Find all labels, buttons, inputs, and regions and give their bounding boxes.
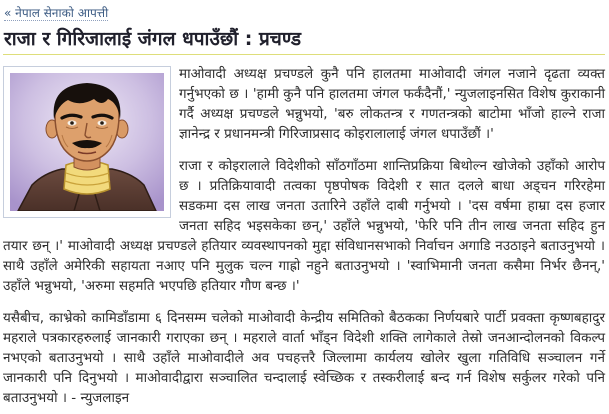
article-paragraph-3: यसैबीच, काभ्रेको कामिडाँडामा ६ दिनसम्म चलेको माओवादी केन्द्रीय समितिको बैठकका निर्णयबारे पार्टी प्रवक्ता कृष्णबहादुर महराले पत्रकारहरुलाई जानकारी गराएका छन् । महराले वार्ता भाँड्न विदेशी शक्ति लागेकाले तेस्रो जनआन्दोलनको विकल्प नभएको बताउनुभयो । साथै उहाँले माओवादीले अव पचहत्तरै जिल्लामा कार्यलय खोलेर खुला गतिविधि सञ्चालन गर्ने जानकारी पनि दिनुभयो । माओवादीद्वारा सञ्चालित चन्दालाई स्वेच्छिक र तस्करीलाई बन्द गर्न विशेष सर्कुलर गरेको पनि बताउनुभयो । - न्युजलाइन xyxy=(3,310,605,406)
back-link[interactable]: « नेपाल सेनाको आपत्ती xyxy=(4,6,109,20)
prachanda-portrait-illustration xyxy=(10,73,164,211)
article-photo-frame xyxy=(3,66,171,218)
article-paragraph-1: माओवादी अध्यक्ष प्रचण्डले कुनै पनि हालतमा माओवादी जंगल नजाने दृढता व्यक्त गर्नुभएको छ । 'हामी कुनै पनि हालतमा जंगल फर्कंदैनौं,' न्युजलाइनसित विशेष कुराकानी गर्दै अध्यक्ष प्रचण्डले भन्नुभयो, 'बरु लोकतन्त्र र गणतन्त्रको बाटोमा भाँजो हाल्ने राजा ज्ञानेन्द्र र प्रधानमन्त्री गिरिजाप्रसाद कोइरालालाई जंगल धपाउँछौं ।' xyxy=(179,66,605,142)
article-paragraph-2: राजा र कोइरालाले विदेशीको साँठगाँठमा शान्तिप्रक्रिया बिथोल्न खोजेको उहाँको आरोप छ । प्रतिक्रियावादी तत्वका पृष्ठपोषक विदेशी र सात दलले बाधा अड्चन गरिरहेमा सडकमा दस लाख जनता उतारिने उहाँले दाबी गर्नुभयो । 'दस वर्षमा हाम्रा दस हजार जनता सहिद भइसकेका छन्,' उहाँले भन्नुभयो, 'फेरि पनि तीन लाख जनता सहिद हुन तयार छन् ।' माओवादी अध्यक्ष प्रचण्डले हतियार व्यवस्थापनको मुद्दा संविधानसभाको निर्वाचन अगाडि नउठाइने बताउनुभयो । साथै उहाँले अमेरिकी सहायता नआए पनि मुलुक चल्न गाह्रो नहुने बताउनुभयो । 'स्वाभिमानी जनता कसैमा निर्भर छैनन्,' उहाँले भन्नुभयो, 'अरुमा सहमति भएपछि हतियार गौण बन्छ ।' xyxy=(3,158,605,294)
article-headline: राजा र गिरिजालाई जंगल धपाउँछौं : प्रचण्ड xyxy=(3,28,605,55)
article-body xyxy=(3,64,605,408)
